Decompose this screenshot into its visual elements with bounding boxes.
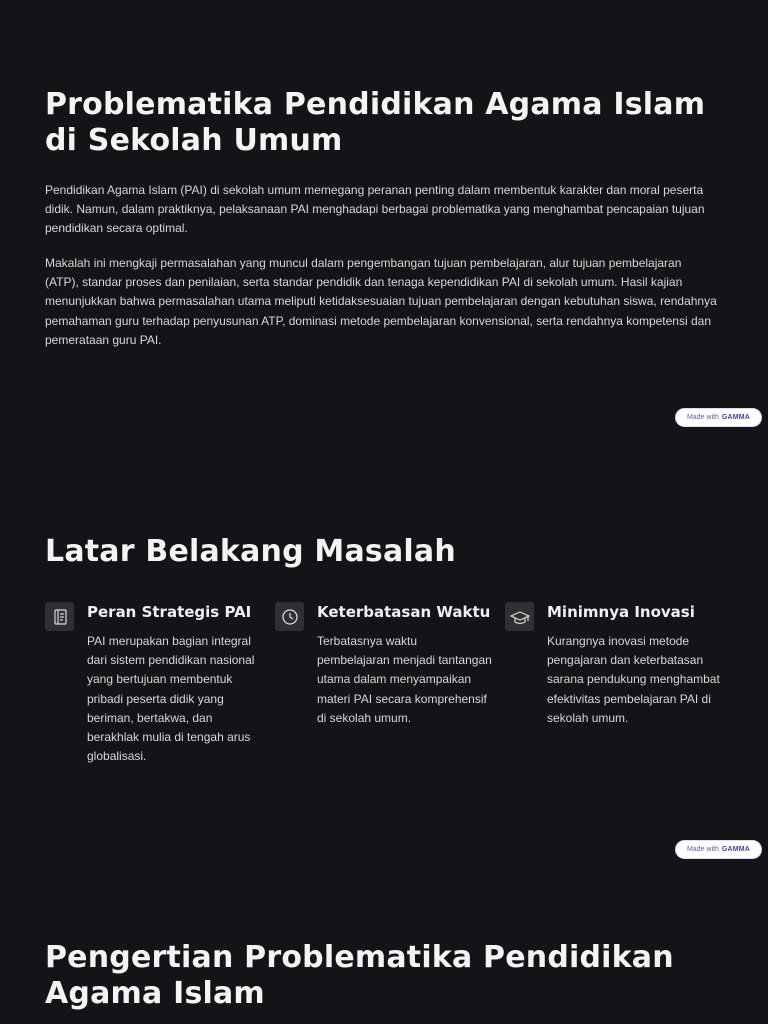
badge-prefix: Made with <box>686 414 719 421</box>
section-title-background: Latar Belakang Masalah <box>45 534 456 569</box>
page-title: Problematika Pendidikan Agama Islam di Sekolah Umum <box>45 87 706 158</box>
card-text: Kurangnya inovasi metode pengajaran dan keterbatasan sarana pendukung menghambat efektivitas pembelajaran PAI di sekolah umum. <box>547 634 720 725</box>
badge-prefix: Made with <box>686 846 719 853</box>
card-text: Terbatasnya waktu pembelajaran menjadi tantangan utama dalam menyampaikan materi PAI secara komprehensif di sekolah umum. <box>317 634 492 725</box>
book-icon <box>45 602 74 631</box>
badge-brand: GAMMA <box>721 846 751 853</box>
badge-brand: GAMMA <box>721 414 751 421</box>
card-text: PAI merupakan bagian integral dari sistem pendidikan nasional yang bertujuan membentuk pribadi peserta didik yang beriman, bertakwa, dan berakhlak mulia di tengah arus globalisasi. <box>87 634 255 764</box>
section-title-definition: Pengertian Problematika Pendidikan Agama Islam <box>45 940 674 1011</box>
graduation-cap-icon <box>505 602 534 631</box>
clock-icon <box>275 602 304 631</box>
intro-paragraph-2: Makalah ini mengkaji permasalahan yang muncul dalam pengembangan tujuan pembelajaran, alur tujuan pembelajaran (ATP), standar proses dan penilaian, serta standar pendidik dan tenaga kependidikan PAI di sekolah umum. Hasil kajian menunjukkan bahwa permasalahan utama meliputi ketidaksesuaian tujuan pembelajaran dengan kebutuhan siswa, rendahnya pemahaman guru terhadap penyusunan ATP, dominasi metode pembelajaran konvensional, serta rendahnya kompetensi dan pemerataan guru PAI. <box>45 256 717 347</box>
card-title: Minimnya Inovasi <box>547 603 695 621</box>
card-title: Peran Strategis PAI <box>87 603 252 621</box>
intro-paragraph-1: Pendidikan Agama Islam (PAI) di sekolah umum memegang peranan penting dalam membentuk karakter dan moral peserta didik. Namun, dalam praktiknya, pelaksanaan PAI menghadapi berbagai problematika yang menghambat pencapaian tujuan pendidikan secara optimal. <box>45 183 705 236</box>
card-title: Keterbatasan Waktu <box>317 603 491 621</box>
made-with-gamma-badge[interactable] <box>676 409 761 426</box>
made-with-gamma-badge[interactable] <box>676 841 761 858</box>
